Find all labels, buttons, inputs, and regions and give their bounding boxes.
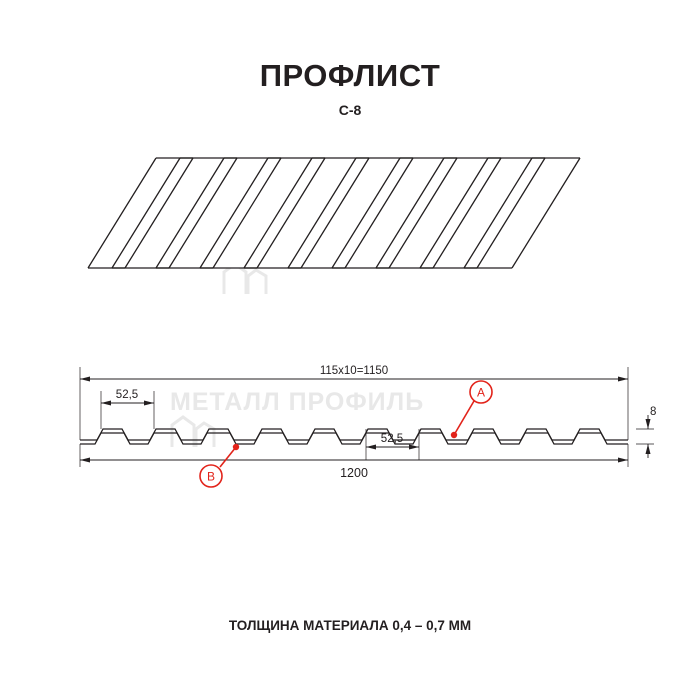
callout-a-label: A bbox=[476, 385, 486, 400]
dim-pitch-upper: 52,5 bbox=[115, 389, 139, 401]
callout-b-label: B bbox=[206, 469, 216, 484]
material-thickness-note: ТОЛЩИНА МАТЕРИАЛА 0,4 – 0,7 ММ bbox=[228, 618, 472, 633]
dim-height: 8 bbox=[650, 406, 657, 418]
page-title: ПРОФЛИСТ bbox=[259, 58, 441, 93]
watermark-text-bottom: МЕТАЛЛ ПРОФИЛЬ bbox=[170, 388, 425, 416]
dim-overall-bottom: 1200 bbox=[340, 466, 368, 480]
isometric-sheet-view bbox=[60, 140, 640, 310]
callout-b bbox=[200, 444, 239, 487]
cross-section-view bbox=[50, 355, 660, 495]
product-code: С-8 bbox=[338, 102, 362, 118]
dim-pitch-lower: 52,5 bbox=[380, 433, 404, 445]
dim-overall-top: 115х10=1150 bbox=[319, 365, 389, 377]
